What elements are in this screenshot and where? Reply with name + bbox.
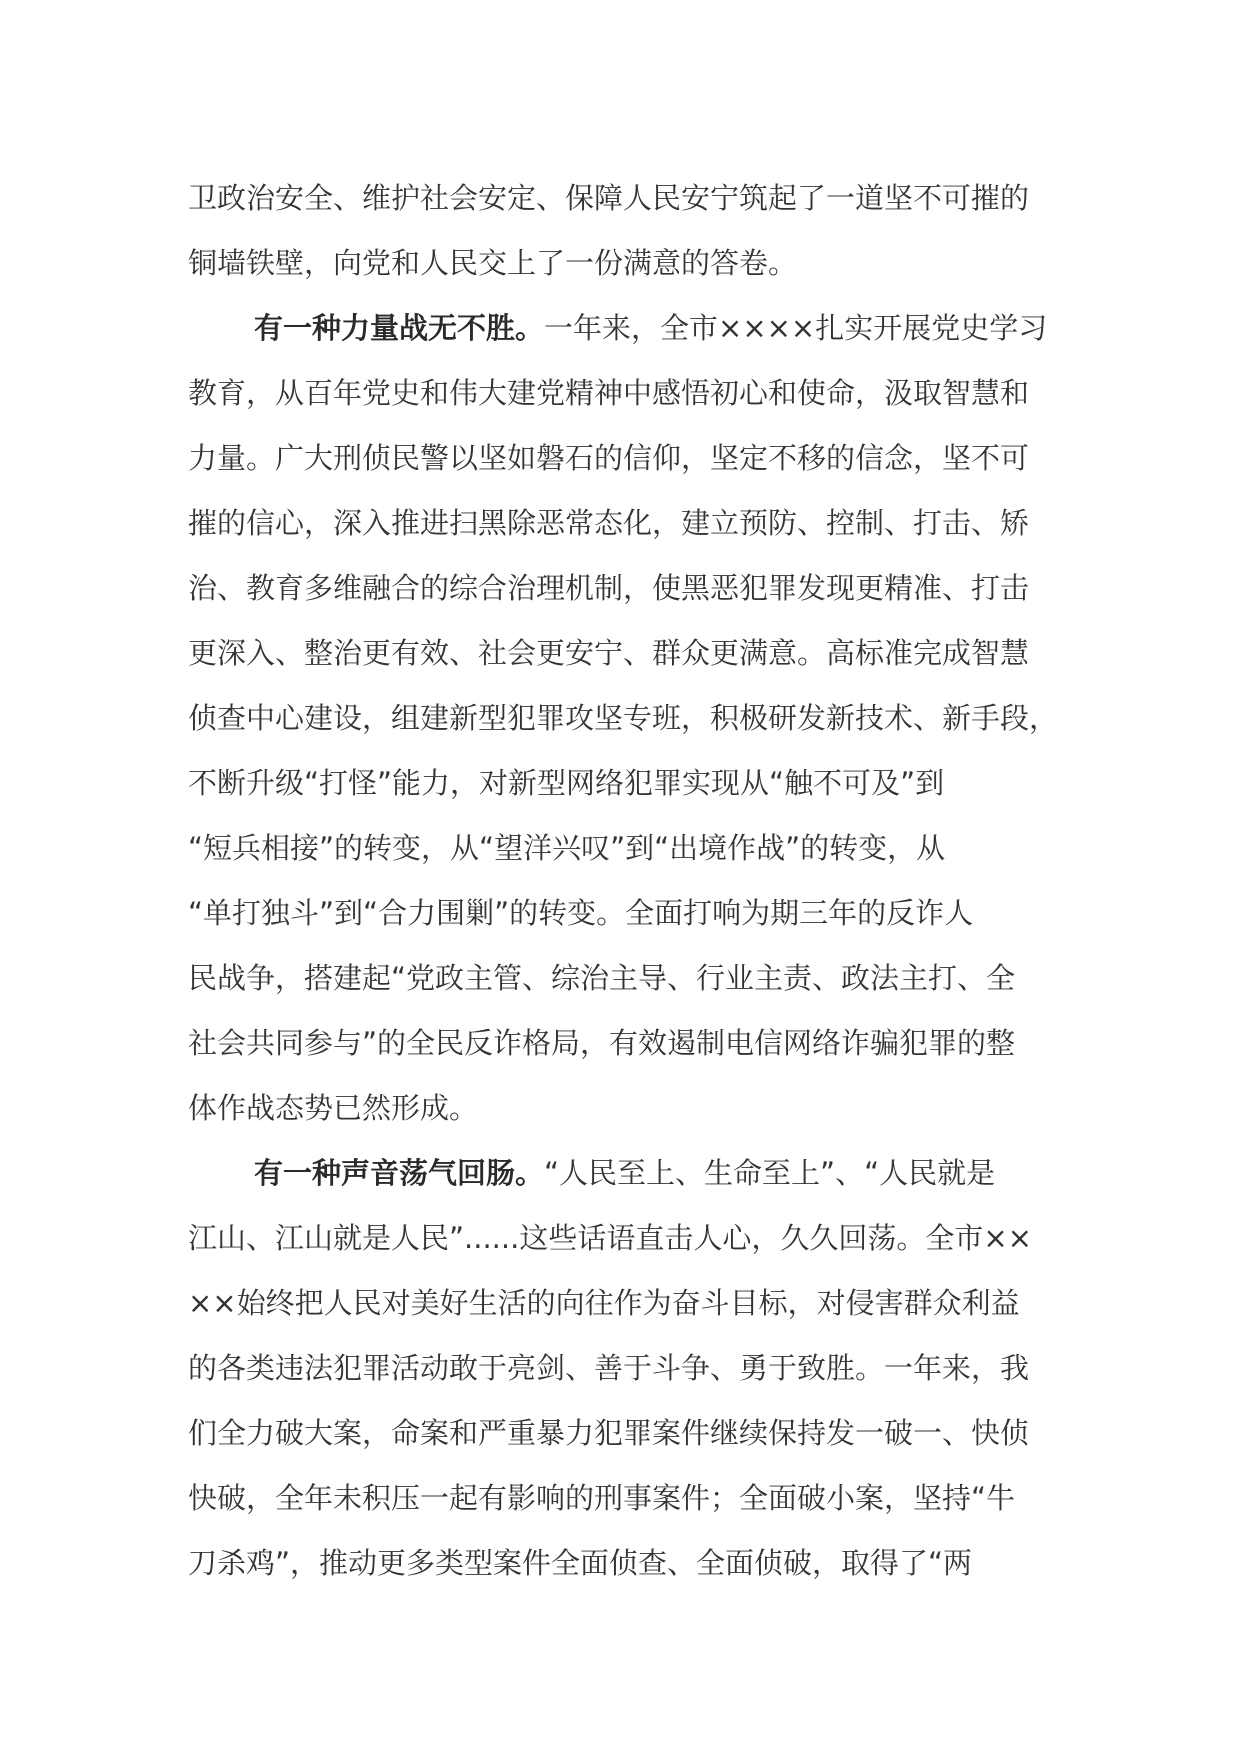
paragraph-3 — [188, 1141, 1068, 1596]
text-line: 治、教育多维融合的综合治理机制，使黑恶犯罪发现更精准、打击 — [188, 571, 1030, 605]
paragraph-1 — [188, 166, 1068, 296]
paragraph-2 — [188, 296, 1068, 1141]
paragraph-lead-heading: 有一种力量战无不胜。 — [254, 311, 545, 345]
document-body — [188, 166, 1068, 1596]
text-run: 一年来，全市××××扎实开展党史学习 — [544, 311, 1048, 345]
text-line: 们全力破大案，命案和严重暴力犯罪案件继续保持发一破一、快侦 — [188, 1416, 1030, 1450]
text-line: 江山、江山就是人民”......这些话语直击人心，久久回荡。全市×× — [188, 1221, 1032, 1255]
text-line: 刀杀鸡”，推动更多类型案件全面侦查、全面侦破，取得了“两 — [188, 1546, 973, 1580]
text-line: 体作战态势已然形成。 — [188, 1091, 479, 1125]
text-line: 更深入、整治更有效、社会更安宁、群众更满意。高标准完成智慧 — [188, 636, 1030, 670]
text-line: 的各类违法犯罪活动敢于亮剑、善于斗争、勇于致胜。一年来，我 — [188, 1351, 1030, 1385]
text-line: 铜墙铁壁，向党和人民交上了一份满意的答卷。 — [188, 246, 798, 280]
text-line: 教育，从百年党史和伟大建党精神中感悟初心和使命，汲取智慧和 — [188, 376, 1030, 410]
text-line: 社会共同参与”的全民反诈格局，有效遏制电信网络诈骗犯罪的整 — [188, 1026, 1016, 1060]
text-line: 卫政治安全、维护社会安定、保障人民安宁筑起了一道坚不可摧的 — [188, 181, 1030, 215]
text-line: 摧的信心，深入推进扫黑除恶常态化，建立预防、控制、打击、矫 — [188, 506, 1030, 540]
text-line: 侦查中心建设，组建新型犯罪攻坚专班，积极研发新技术、新手段， — [188, 701, 1059, 735]
text-run: “人民至上、生命至上”、“人民就是 — [544, 1156, 996, 1190]
paragraph-first-line — [188, 296, 1068, 361]
text-line: 民战争，搭建起“党政主管、综治主导、行业主责、政法主打、全 — [188, 961, 1016, 995]
text-line: 力量。广大刑侦民警以坚如磐石的信仰，坚定不移的信念，坚不可 — [188, 441, 1030, 475]
text-line: 不断升级“打怪”能力，对新型网络犯罪实现从“触不可及”到 — [188, 766, 945, 800]
paragraph-first-line — [188, 1141, 1068, 1206]
text-line: 快破，全年未积压一起有影响的刑事案件；全面破小案，坚持“牛 — [188, 1481, 1016, 1515]
text-line: “单打独斗”到“合力围剿”的转变。全面打响为期三年的反诈人 — [188, 896, 974, 930]
text-line: “短兵相接”的转变，从“望洋兴叹”到“出境作战”的转变，从 — [188, 831, 946, 865]
paragraph-lead-heading: 有一种声音荡气回肠。 — [254, 1156, 545, 1190]
text-line: ××始终把人民对美好生活的向往作为奋斗目标，对侵害群众利益 — [188, 1286, 1020, 1320]
